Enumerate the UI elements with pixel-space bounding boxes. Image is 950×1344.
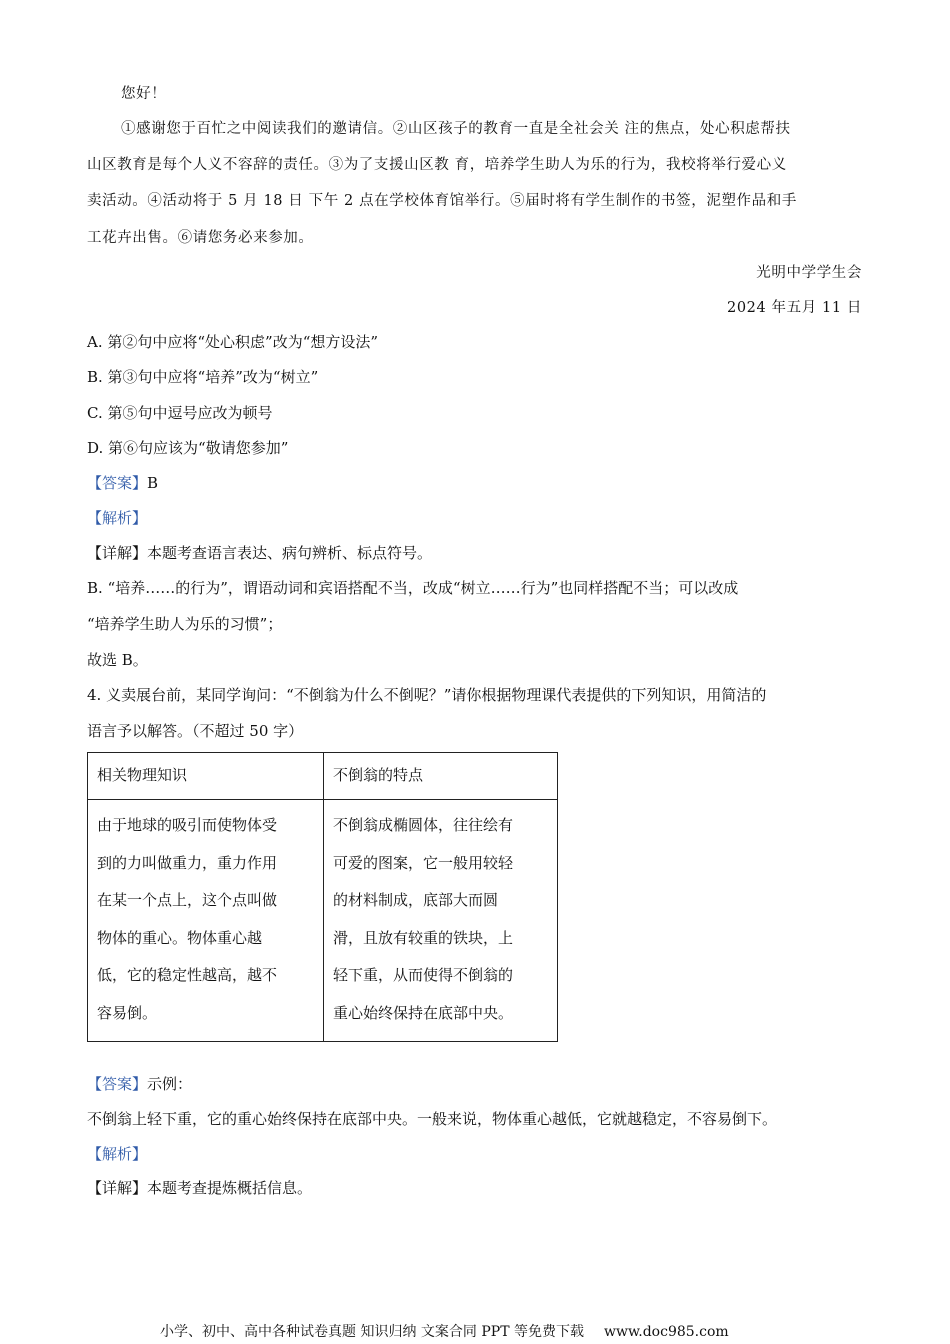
table-cell-features xyxy=(324,800,558,1042)
q4-detail-row xyxy=(87,1178,312,1198)
table-header-row xyxy=(88,753,558,800)
q4-answer-text: 不倒翁上轻下重，它的重心始终保持在底部中央。一般来说，物体重心越低，它就越稳定，不容易倒下。 xyxy=(87,1110,778,1128)
cell-line: 可爱的图案，它一般用较轻 xyxy=(333,853,514,872)
cell-line: 重心始终保持在底部中央。 xyxy=(333,1003,514,1022)
option-c: C. 第⑤句中逗号应改为顿号 xyxy=(87,404,273,422)
q3-answer-value: B xyxy=(147,474,159,492)
analysis-tag: 【解析】 xyxy=(87,1145,148,1163)
option-d: D. 第⑥句应该为“敬请您参加” xyxy=(87,439,289,457)
q4-answer-row xyxy=(87,1074,192,1094)
footer-text: 小学、初中、高中各种试卷真题 知识归纳 文案合同 PPT 等免费下载 xyxy=(160,1324,584,1340)
cell-line: 物体的重心。物体重心越 xyxy=(97,928,263,947)
letter-line: 工花卉出售。⑥请您务必来参加。 xyxy=(87,230,314,246)
detail-tag: 【详解】 xyxy=(87,544,148,562)
q4-answer-prefix: 示例： xyxy=(147,1075,193,1093)
letter-line: 山区教育是每个人义不容辞的责任。③为了支援山区教 育，培养学生助人为乐的行为，我校将举行爱心义 xyxy=(87,157,787,173)
cell-line: 低，它的稳定性越高，越不 xyxy=(97,966,278,984)
option-b: B. 第③句中应将“培养”改为“树立” xyxy=(87,368,319,386)
q4-detail-text: 本题考查提炼概括信息。 xyxy=(147,1179,313,1197)
q3-detail-row xyxy=(87,543,432,563)
page-footer xyxy=(160,1323,729,1341)
letter-greeting: 您好！ xyxy=(121,86,167,102)
footer-site-link[interactable]: www.doc985.com xyxy=(603,1324,729,1340)
analysis-tag: 【解析】 xyxy=(87,509,148,527)
q3-answer-row xyxy=(87,473,158,493)
table-cell-physics xyxy=(88,800,324,1042)
detail-tag: 【详解】 xyxy=(87,1179,148,1197)
letter-line: ①感谢您于百忙之中阅读我们的邀请信。②山区孩子的教育一直是全社会关 注的焦点，处心积虑帮扶 xyxy=(121,121,791,137)
q3-explain-line: B. “培养……的行为”，谓语动词和宾语搭配不当，改成“树立……行为”也同样搭配不当；可以改成 xyxy=(87,579,739,597)
cell-line: 容易倒。 xyxy=(97,1003,158,1022)
letter-line: 卖活动。④活动将于 5 月 18 日 下午 2 点在学校体育馆举行。⑤届时将有学生制作的书签，泥塑作品和手 xyxy=(87,193,797,209)
cell-line: 轻下重，从而使得不倒翁的 xyxy=(333,966,514,984)
cell-line: 由于地球的吸引而使物体受 xyxy=(97,816,278,834)
q3-conclusion: 故选 B。 xyxy=(87,651,148,669)
table-row xyxy=(88,800,558,1042)
cell-line: 的材料制成，底部大而圆 xyxy=(333,891,499,909)
cell-line: 滑，且放有较重的铁块，上 xyxy=(333,928,514,947)
q4-question-line: 语言予以解答。（不超过 50 字） xyxy=(87,722,304,740)
cell-line: 不倒翁成椭圆体，往往绘有 xyxy=(333,816,514,834)
letter-signature: 光明中学学生会 xyxy=(756,265,862,281)
table-header-cell: 不倒翁的特点 xyxy=(324,753,558,800)
answer-tag: 【答案】 xyxy=(87,1075,148,1093)
physics-table xyxy=(87,752,558,1042)
q4-question-line: 4. 义卖展台前，某同学询问：“不倒翁为什么不倒呢？”请你根据物理课代表提供的下列知识，用简洁的 xyxy=(87,686,767,704)
table-header-cell: 相关物理知识 xyxy=(88,753,324,800)
q3-detail-text: 本题考查语言表达、病句辨析、标点符号。 xyxy=(147,544,433,562)
answer-tag: 【答案】 xyxy=(87,474,148,492)
cell-line: 在某一个点上，这个点叫做 xyxy=(97,891,278,909)
q3-explain-line: “培养学生助人为乐的习惯”； xyxy=(87,615,283,633)
cell-line: 到的力叫做重力，重力作用 xyxy=(97,853,278,872)
option-a: A. 第②句中应将“处心积虑”改为“想方设法” xyxy=(87,333,379,351)
letter-date: 2024 年五月 11 日 xyxy=(727,300,862,316)
